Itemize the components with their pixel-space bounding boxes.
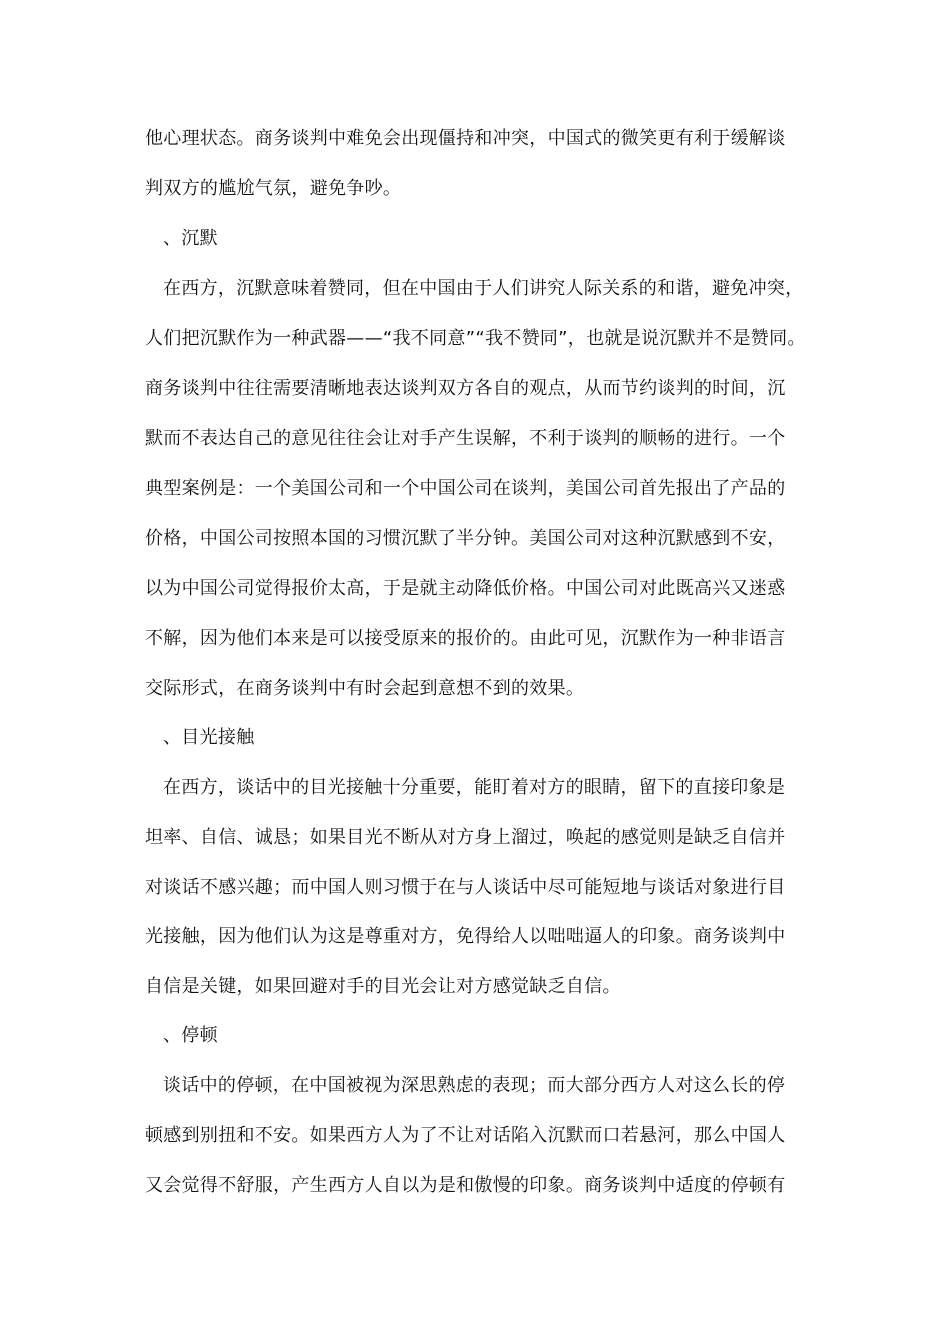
paragraph-line: 默而不表达自己的意见往往会让对手产生误解，不利于谈判的顺畅的进行。一个 [145, 428, 786, 449]
paragraph-line: 对谈话不感兴趣；而中国人则习惯于在与人谈话中尽可能短地与谈话对象进行目 [145, 877, 786, 898]
paragraph-line: 他心理状态。商务谈判中难免会出现僵持和冲突，中国式的微笑更有利于缓解谈 [145, 128, 786, 149]
paragraph-line: 光接触，因为他们认为这是尊重对方，免得给人以咄咄逼人的印象。商务谈判中 [145, 926, 786, 947]
section-heading-eye-contact: 、目光接触 [163, 727, 255, 748]
paragraph-line: 不解，因为他们本来是可以接受原来的报价的。由此可见，沉默作为一种非语言 [145, 628, 786, 649]
paragraph-line: 谈话中的停顿，在中国被视为深思熟虑的表现；而大部分西方人对这么长的停 [163, 1075, 786, 1096]
paragraph-line: 人们把沉默作为一种武器——“我不同意”“我不赞同”，也就是说沉默并不是赞同。 [145, 328, 806, 349]
paragraph-line: 顿感到别扭和不安。如果西方人为了不让对话陷入沉默而口若悬河，那么中国人 [145, 1125, 786, 1146]
paragraph-line: 又会觉得不舒服，产生西方人自以为是和傲慢的印象。商务谈判中适度的停顿有 [145, 1175, 786, 1196]
paragraph-line: 坦率、自信、诚恳；如果目光不断从对方身上溜过，唤起的感觉则是缺乏自信并 [145, 827, 786, 848]
paragraph-line: 典型案例是：一个美国公司和一个中国公司在谈判，美国公司首先报出了产品的 [145, 478, 786, 499]
paragraph-line: 自信是关键，如果回避对手的目光会让对方感觉缺乏自信。 [145, 976, 621, 997]
paragraph-line: 判双方的尴尬气氛，避免争吵。 [145, 178, 402, 199]
paragraph-line: 以为中国公司觉得报价太高，于是就主动降低价格。中国公司对此既高兴又迷惑 [145, 578, 786, 599]
paragraph-line: 交际形式，在商务谈判中有时会起到意想不到的效果。 [145, 678, 585, 699]
paragraph-line: 在西方，沉默意味着赞同，但在中国由于人们讲究人际关系的和谐，避免冲突， [163, 278, 804, 299]
paragraph-line: 价格，中国公司按照本国的习惯沉默了半分钟。美国公司对这种沉默感到不安， [145, 528, 786, 549]
paragraph-line: 在西方，谈话中的目光接触十分重要，能盯着对方的眼睛，留下的直接印象是 [163, 777, 786, 798]
section-heading-silence: 、沉默 [163, 228, 218, 249]
section-heading-pause: 、停顿 [163, 1025, 218, 1046]
paragraph-line: 商务谈判中往往需要清晰地表达谈判双方各自的观点，从而节约谈判的时间，沉 [145, 378, 786, 399]
